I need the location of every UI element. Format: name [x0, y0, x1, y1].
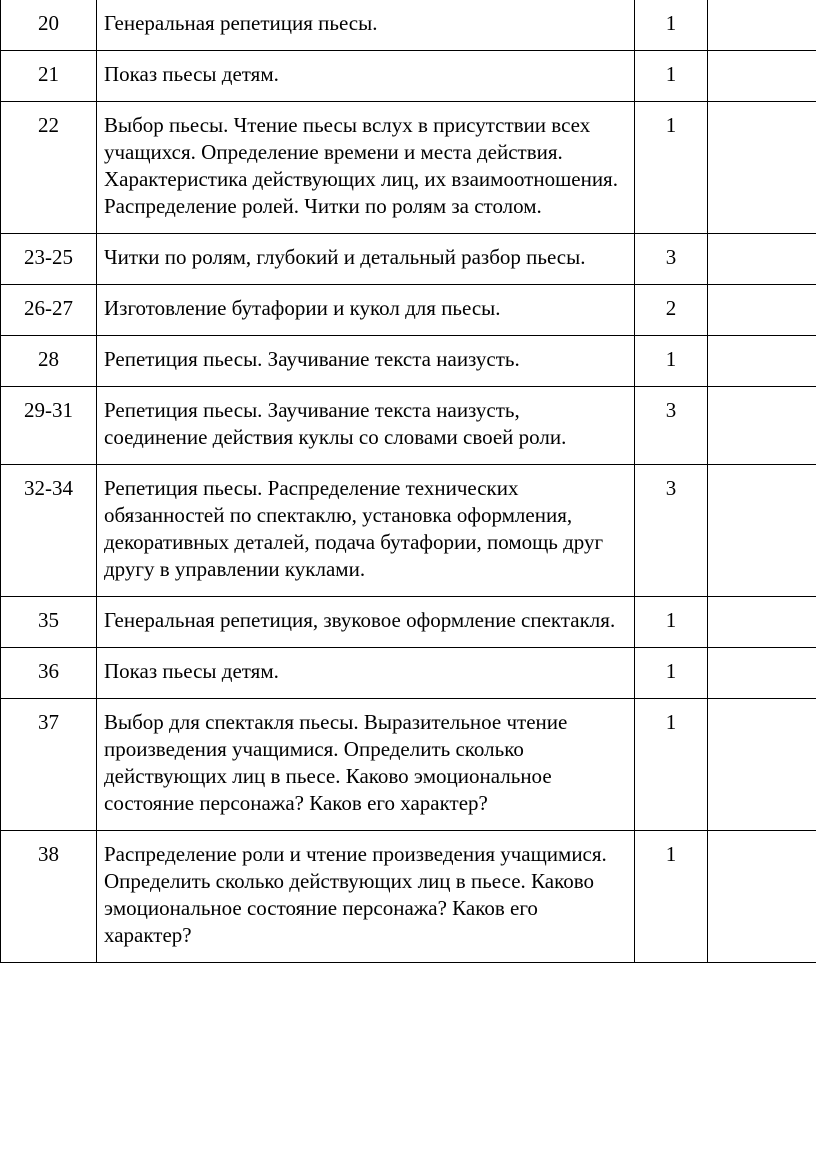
lesson-extra: [708, 285, 816, 336]
lesson-topic: Репетиция пьесы. Распределение технических обязанностей по спектаклю, установка оформления, декоративных деталей, подача бутафории, помощь друг другу в управлении куклами.: [97, 465, 635, 597]
lesson-extra: [708, 0, 816, 51]
lesson-number: 35: [1, 597, 97, 648]
lesson-topic: Выбор пьесы. Чтение пьесы вслух в присутствии всех учащихся. Определение времени и места действия. Характеристика действующих лиц, их взаимоотношения. Распределение ролей. Читки по ролям за столом.: [97, 102, 635, 234]
table-row: [1, 0, 816, 51]
lesson-number: 37: [1, 699, 97, 831]
lesson-hours: 2: [635, 285, 708, 336]
lesson-extra: [708, 102, 816, 234]
lesson-extra: [708, 699, 816, 831]
lesson-hours: 1: [635, 831, 708, 963]
table-row: [1, 387, 816, 465]
table-row: [1, 597, 816, 648]
lesson-number: 38: [1, 831, 97, 963]
lesson-topic: Показ пьесы детям.: [97, 648, 635, 699]
table-row: [1, 51, 816, 102]
lesson-extra: [708, 597, 816, 648]
lesson-number: 32-34: [1, 465, 97, 597]
table-row: [1, 648, 816, 699]
lesson-extra: [708, 234, 816, 285]
lesson-number: 36: [1, 648, 97, 699]
lesson-number: 29-31: [1, 387, 97, 465]
lesson-extra: [708, 387, 816, 465]
table-row: [1, 831, 816, 963]
table-row: [1, 234, 816, 285]
table-row: [1, 465, 816, 597]
lesson-topic: Генеральная репетиция, звуковое оформление спектакля.: [97, 597, 635, 648]
lesson-number: 20: [1, 0, 97, 51]
lesson-number: 26-27: [1, 285, 97, 336]
lesson-hours: 1: [635, 699, 708, 831]
lesson-topic: Показ пьесы детям.: [97, 51, 635, 102]
lesson-number: 28: [1, 336, 97, 387]
lesson-plan-body: [1, 0, 816, 963]
lesson-hours: 1: [635, 648, 708, 699]
lesson-extra: [708, 831, 816, 963]
lesson-topic: Изготовление бутафории и кукол для пьесы.: [97, 285, 635, 336]
lesson-extra: [708, 51, 816, 102]
lesson-hours: 1: [635, 51, 708, 102]
lesson-topic: Репетиция пьесы. Заучивание текста наизусть, соединение действия куклы со словами своей роли.: [97, 387, 635, 465]
lesson-number: 23-25: [1, 234, 97, 285]
lesson-hours: 3: [635, 465, 708, 597]
lesson-number: 21: [1, 51, 97, 102]
lesson-hours: 1: [635, 336, 708, 387]
table-row: [1, 285, 816, 336]
lesson-hours: 3: [635, 387, 708, 465]
lesson-topic: Распределение роли и чтение произведения учащимися. Определить сколько действующих лиц в пьесе. Каково эмоциональное состояние персонажа? Каков его характер?: [97, 831, 635, 963]
lesson-extra: [708, 336, 816, 387]
table-row: [1, 336, 816, 387]
table-row: [1, 102, 816, 234]
lesson-extra: [708, 465, 816, 597]
lesson-hours: 3: [635, 234, 708, 285]
lesson-extra: [708, 648, 816, 699]
table-row: [1, 699, 816, 831]
lesson-number: 22: [1, 102, 97, 234]
lesson-topic: Читки по ролям, глубокий и детальный разбор пьесы.: [97, 234, 635, 285]
lesson-topic: Выбор для спектакля пьесы. Выразительное чтение произведения учащимися. Определить сколько действующих лиц в пьесе. Каково эмоциональное состояние персонажа? Каков его характер?: [97, 699, 635, 831]
lesson-hours: 1: [635, 597, 708, 648]
lesson-hours: 1: [635, 102, 708, 234]
lesson-topic: Генеральная репетиция пьесы.: [97, 0, 635, 51]
lesson-hours: 1: [635, 0, 708, 51]
lesson-topic: Репетиция пьесы. Заучивание текста наизусть.: [97, 336, 635, 387]
